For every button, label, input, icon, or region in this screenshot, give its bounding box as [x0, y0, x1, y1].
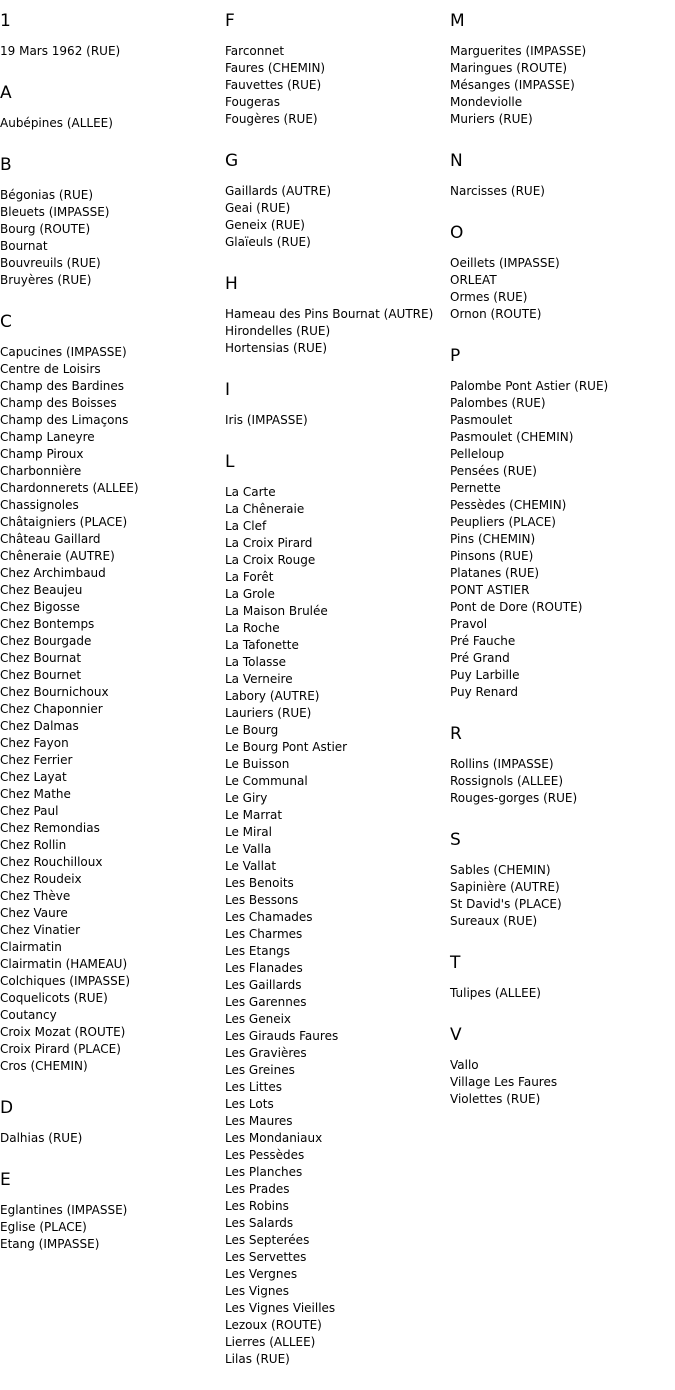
street-link[interactable]: Pensées (RUE): [450, 464, 537, 478]
section-letter-heading: E: [0, 1170, 11, 1190]
street-link[interactable]: Peupliers (PLACE): [450, 515, 556, 529]
street-link[interactable]: Le Valla: [225, 842, 272, 856]
street-column-1: [0, 10, 220, 1275]
street-link[interactable]: Coquelicots (RUE): [0, 991, 108, 1005]
letter-section: [225, 273, 445, 357]
street-link[interactable]: Marguerites (IMPASSE): [450, 44, 587, 58]
street-link[interactable]: Champ des Boisses: [0, 396, 117, 410]
street-link[interactable]: Chez Rollin: [0, 838, 67, 852]
street-link[interactable]: Pré Fauche: [450, 634, 516, 648]
letter-section: [450, 345, 675, 701]
street-link[interactable]: Oeillets (IMPASSE): [450, 256, 560, 270]
street-link[interactable]: Platanes (RUE): [450, 566, 540, 580]
letter-section: [450, 723, 675, 807]
street-link[interactable]: Muriers (RUE): [450, 112, 533, 126]
street-list: [0, 115, 220, 132]
street-link[interactable]: La Grole: [225, 587, 275, 601]
street-link[interactable]: Les Girauds Faures: [225, 1029, 339, 1043]
street-link[interactable]: Les Vignes Vieilles: [225, 1301, 336, 1315]
street-link[interactable]: Sables (CHEMIN): [450, 863, 551, 877]
street-link[interactable]: Ornon (ROUTE): [450, 307, 542, 321]
street-link[interactable]: Les Benoits: [225, 876, 294, 890]
street-link[interactable]: La Clef: [225, 519, 267, 533]
street-link[interactable]: Le Bourg: [225, 723, 279, 737]
street-link[interactable]: Rouges-gorges (RUE): [450, 791, 578, 805]
street-link[interactable]: Dalhias (RUE): [0, 1131, 83, 1145]
street-link[interactable]: Les Garennes: [225, 995, 307, 1009]
street-link[interactable]: Les Mondaniaux: [225, 1131, 323, 1145]
street-link[interactable]: Chez Thève: [0, 889, 71, 903]
street-list: [450, 1057, 675, 1108]
street-link[interactable]: Eglantines (IMPASSE): [0, 1203, 128, 1217]
street-link[interactable]: Pernette: [450, 481, 501, 495]
street-link[interactable]: Sapinière (AUTRE): [450, 880, 560, 894]
section-letter-heading: V: [450, 1025, 462, 1045]
street-link[interactable]: Les Salards: [225, 1216, 294, 1230]
street-link[interactable]: Les Prades: [225, 1182, 290, 1196]
street-link[interactable]: Mésanges (IMPASSE): [450, 78, 575, 92]
street-link[interactable]: Le Giry: [225, 791, 268, 805]
street-link[interactable]: Gaillards (AUTRE): [225, 184, 332, 198]
street-link[interactable]: Centre de Loisirs: [0, 362, 101, 376]
letter-section: [450, 829, 675, 930]
street-link[interactable]: Chez Bourgade: [0, 634, 92, 648]
street-link[interactable]: Lezoux (ROUTE): [225, 1318, 322, 1332]
street-link[interactable]: Chez Layat: [0, 770, 67, 784]
street-link[interactable]: La Tolasse: [225, 655, 287, 669]
street-link[interactable]: Hameau des Pins Bournat (AUTRE): [225, 307, 434, 321]
street-list: [225, 43, 445, 128]
street-link[interactable]: La Carte: [225, 485, 276, 499]
street-link[interactable]: Lierres (ALLEE): [225, 1335, 316, 1349]
letter-section: [225, 451, 445, 1368]
street-link[interactable]: Fougères (RUE): [225, 112, 318, 126]
street-link[interactable]: Chez Dalmas: [0, 719, 79, 733]
street-link[interactable]: Chez Remondias: [0, 821, 100, 835]
street-link[interactable]: Châtaigniers (PLACE): [0, 515, 128, 529]
street-link[interactable]: Chez Bigosse: [0, 600, 80, 614]
letter-section: [225, 379, 445, 429]
street-link[interactable]: Croix Pirard (PLACE): [0, 1042, 121, 1056]
street-link[interactable]: Chez Fayon: [0, 736, 69, 750]
street-link[interactable]: Violettes (RUE): [450, 1092, 541, 1106]
street-list: [450, 378, 675, 701]
street-link[interactable]: Aubépines (ALLEE): [0, 116, 113, 130]
street-link[interactable]: Les Pessèdes: [225, 1148, 305, 1162]
street-link[interactable]: Etang (IMPASSE): [0, 1237, 100, 1251]
street-link[interactable]: La Maison Brulée: [225, 604, 328, 618]
section-letter-heading: P: [450, 346, 461, 366]
street-link[interactable]: Geai (RUE): [225, 201, 291, 215]
street-link[interactable]: Geneix (RUE): [225, 218, 305, 232]
street-link[interactable]: Bourg (ROUTE): [0, 222, 91, 236]
letter-section: [450, 952, 675, 1002]
street-list: [225, 484, 445, 1368]
street-link[interactable]: Chez Chaponnier: [0, 702, 103, 716]
section-letter-heading: R: [450, 724, 462, 744]
street-link[interactable]: Champ Laneyre: [0, 430, 95, 444]
letter-section: [225, 150, 445, 251]
street-link[interactable]: Chez Bontemps: [0, 617, 95, 631]
street-link[interactable]: Pré Grand: [450, 651, 510, 665]
street-link[interactable]: Ormes (RUE): [450, 290, 528, 304]
street-link[interactable]: Cros (CHEMIN): [0, 1059, 88, 1073]
letter-section: [225, 10, 445, 128]
letter-section: [450, 1024, 675, 1108]
street-link[interactable]: Pasmoulet: [450, 413, 513, 427]
street-link[interactable]: Colchiques (IMPASSE): [0, 974, 131, 988]
street-list: [225, 306, 445, 357]
street-link[interactable]: Les Gaillards: [225, 978, 302, 992]
street-list: [0, 1130, 220, 1147]
street-list: [450, 43, 675, 128]
street-link[interactable]: Chez Bournet: [0, 668, 82, 682]
street-link[interactable]: Sureaux (RUE): [450, 914, 538, 928]
street-link[interactable]: Chez Mathe: [0, 787, 71, 801]
street-link[interactable]: Les Septerées: [225, 1233, 310, 1247]
street-link[interactable]: Les Planches: [225, 1165, 303, 1179]
street-link[interactable]: Les Vignes: [225, 1284, 290, 1298]
street-link[interactable]: La Verneire: [225, 672, 293, 686]
street-link[interactable]: Tulipes (ALLEE): [450, 986, 541, 1000]
street-link[interactable]: Bleuets (IMPASSE): [0, 205, 110, 219]
section-letter-heading: M: [450, 11, 465, 31]
street-link[interactable]: Le Buisson: [225, 757, 290, 771]
street-link[interactable]: Palombe Pont Astier (RUE): [450, 379, 609, 393]
street-link[interactable]: Les Charmes: [225, 927, 303, 941]
street-link[interactable]: Pessèdes (CHEMIN): [450, 498, 567, 512]
section-letter-heading: O: [450, 223, 464, 243]
letter-section: [450, 222, 675, 323]
street-link[interactable]: Chez Ferrier: [0, 753, 73, 767]
street-link[interactable]: La Chêneraie: [225, 502, 305, 516]
street-list: [450, 255, 675, 323]
street-link[interactable]: Fougeras: [225, 95, 280, 109]
section-letter-heading: D: [0, 1098, 14, 1118]
street-link[interactable]: Les Gravières: [225, 1046, 307, 1060]
street-link[interactable]: Les Flanades: [225, 961, 303, 975]
street-link[interactable]: Clairmatin: [0, 940, 62, 954]
street-link[interactable]: La Forêt: [225, 570, 274, 584]
street-link[interactable]: Coutancy: [0, 1008, 57, 1022]
letter-section: [450, 10, 675, 128]
letter-section: [0, 1169, 220, 1253]
street-link[interactable]: Chez Vaure: [0, 906, 68, 920]
street-list: [450, 756, 675, 807]
street-link[interactable]: Mondeviolle: [450, 95, 523, 109]
street-link[interactable]: Croix Mozat (ROUTE): [0, 1025, 126, 1039]
section-letter-heading: S: [450, 830, 461, 850]
street-list: [0, 43, 220, 60]
street-link[interactable]: Bournat: [0, 239, 48, 253]
street-link[interactable]: Rollins (IMPASSE): [450, 757, 554, 771]
street-link[interactable]: Chez Paul: [0, 804, 59, 818]
street-list: [450, 985, 675, 1002]
street-link[interactable]: Chêneraie (AUTRE): [0, 549, 115, 563]
street-link[interactable]: Glaïeuls (RUE): [225, 235, 311, 249]
section-letter-heading: F: [225, 11, 235, 31]
street-link[interactable]: Chez Beaujeu: [0, 583, 83, 597]
letter-section: [0, 154, 220, 289]
street-link[interactable]: Chez Vinatier: [0, 923, 81, 937]
street-link[interactable]: Les Littes: [225, 1080, 282, 1094]
street-link[interactable]: Chez Bournat: [0, 651, 82, 665]
street-link[interactable]: Puy Renard: [450, 685, 519, 699]
street-link[interactable]: Les Robins: [225, 1199, 289, 1213]
street-link[interactable]: La Roche: [225, 621, 280, 635]
street-link[interactable]: Champ des Limaçons: [0, 413, 129, 427]
street-link[interactable]: Capucines (IMPASSE): [0, 345, 127, 359]
street-link[interactable]: Chez Roudeix: [0, 872, 82, 886]
street-link[interactable]: Fauvettes (RUE): [225, 78, 322, 92]
street-link[interactable]: Village Les Faures: [450, 1075, 558, 1089]
street-link[interactable]: La Croix Rouge: [225, 553, 316, 567]
street-link[interactable]: Rossignols (ALLEE): [450, 774, 564, 788]
letter-section: [0, 1097, 220, 1147]
street-link[interactable]: Palombes (RUE): [450, 396, 546, 410]
letter-section: [0, 82, 220, 132]
section-letter-heading: 1: [0, 11, 11, 31]
street-link[interactable]: Les Geneix: [225, 1012, 292, 1026]
street-link[interactable]: Les Vergnes: [225, 1267, 298, 1281]
street-list: [225, 183, 445, 251]
street-link[interactable]: Champ Piroux: [0, 447, 84, 461]
street-link[interactable]: Les Servettes: [225, 1250, 307, 1264]
street-link[interactable]: Le Communal: [225, 774, 308, 788]
street-column-3: [450, 10, 675, 1130]
street-link[interactable]: Chez Bournichoux: [0, 685, 109, 699]
street-link[interactable]: Chez Rouchilloux: [0, 855, 103, 869]
street-link[interactable]: Hortensias (RUE): [225, 341, 328, 355]
street-link[interactable]: Maringues (ROUTE): [450, 61, 568, 75]
street-link[interactable]: Bégonias (RUE): [0, 188, 93, 202]
street-link[interactable]: Lilas (RUE): [225, 1352, 290, 1366]
street-link[interactable]: PONT ASTIER: [450, 583, 530, 597]
street-list: [225, 412, 445, 429]
section-letter-heading: L: [225, 452, 235, 472]
section-letter-heading: G: [225, 151, 239, 171]
street-link[interactable]: Les Bessons: [225, 893, 299, 907]
street-link[interactable]: Le Bourg Pont Astier: [225, 740, 348, 754]
street-link[interactable]: Les Etangs: [225, 944, 291, 958]
street-link[interactable]: Chez Archimbaud: [0, 566, 106, 580]
street-link[interactable]: Iris (IMPASSE): [225, 413, 308, 427]
section-letter-heading: H: [225, 274, 238, 294]
street-link[interactable]: Chassignoles: [0, 498, 79, 512]
street-link[interactable]: ORLEAT: [450, 273, 497, 287]
street-link[interactable]: Le Miral: [225, 825, 272, 839]
letter-section: [0, 311, 220, 1075]
street-link[interactable]: 19 Mars 1962 (RUE): [0, 44, 121, 58]
street-link[interactable]: Bruyères (RUE): [0, 273, 92, 287]
letter-section: [450, 150, 675, 200]
letter-section: [0, 10, 220, 60]
street-column-2: [225, 10, 445, 1390]
street-link[interactable]: Château Gaillard: [0, 532, 101, 546]
street-link[interactable]: Pinsons (RUE): [450, 549, 534, 563]
street-list: [450, 862, 675, 930]
street-link[interactable]: Hirondelles (RUE): [225, 324, 331, 338]
street-link[interactable]: Chardonnerets (ALLEE): [0, 481, 139, 495]
section-letter-heading: T: [450, 953, 461, 973]
street-link[interactable]: Pont de Dore (ROUTE): [450, 600, 583, 614]
street-link[interactable]: Pravol: [450, 617, 488, 631]
section-letter-heading: C: [0, 312, 12, 332]
street-link[interactable]: Narcisses (RUE): [450, 184, 545, 198]
street-link[interactable]: Labory (AUTRE): [225, 689, 320, 703]
street-link[interactable]: La Tafonette: [225, 638, 299, 652]
street-link[interactable]: Pelleloup: [450, 447, 505, 461]
section-letter-heading: B: [0, 155, 12, 175]
street-link[interactable]: Pasmoulet (CHEMIN): [450, 430, 574, 444]
street-link[interactable]: Eglise (PLACE): [0, 1220, 87, 1234]
street-link[interactable]: Bouvreuils (RUE): [0, 256, 101, 270]
street-link[interactable]: Les Greines: [225, 1063, 295, 1077]
section-letter-heading: N: [450, 151, 463, 171]
street-link[interactable]: Le Vallat: [225, 859, 277, 873]
street-list: [0, 187, 220, 289]
street-link[interactable]: Puy Larbille: [450, 668, 520, 682]
section-letter-heading: I: [225, 380, 231, 400]
street-link[interactable]: Vallo: [450, 1058, 479, 1072]
street-link[interactable]: Les Maures: [225, 1114, 293, 1128]
street-link[interactable]: Les Lots: [225, 1097, 274, 1111]
street-link[interactable]: Lauriers (RUE): [225, 706, 312, 720]
street-link[interactable]: Faures (CHEMIN): [225, 61, 326, 75]
street-link[interactable]: Charbonnière: [0, 464, 82, 478]
section-letter-heading: A: [0, 83, 12, 103]
street-link[interactable]: Les Chamades: [225, 910, 313, 924]
street-link[interactable]: St David's (PLACE): [450, 897, 562, 911]
street-link[interactable]: Pins (CHEMIN): [450, 532, 536, 546]
street-link[interactable]: Champ des Bardines: [0, 379, 125, 393]
street-link[interactable]: Farconnet: [225, 44, 285, 58]
street-list: [0, 344, 220, 1075]
street-link[interactable]: La Croix Pirard: [225, 536, 313, 550]
street-link[interactable]: Clairmatin (HAMEAU): [0, 957, 128, 971]
street-link[interactable]: Le Marrat: [225, 808, 283, 822]
street-list: [0, 1202, 220, 1253]
street-list: [450, 183, 675, 200]
